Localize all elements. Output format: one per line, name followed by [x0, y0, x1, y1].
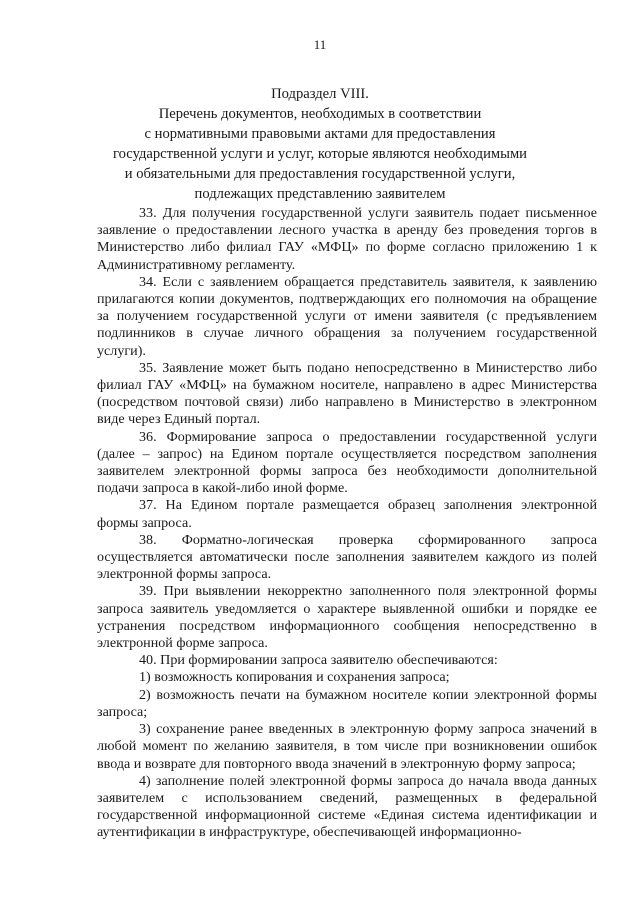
- list-item-2: 2) возможность печати на бумажном носителе копии электронной формы запроса;: [97, 686, 597, 720]
- heading-line: Подраздел VIII.: [271, 86, 369, 102]
- paragraph-33: 33. Для получения государственной услуги заявитель подает письменное заявление о предоставлении лесного участка в аренду без проведения торгов в Министерство либо филиал ГАУ «МФЦ» по форме согласно приложению 1 к Административному регламенту.: [97, 205, 597, 273]
- paragraph-40: 40. При формировании запроса заявителю обеспечиваются:: [139, 652, 498, 669]
- page-number: 11: [313, 37, 327, 52]
- heading-line: государственной услуги и услуг, которые являются необходимыми: [113, 146, 527, 162]
- paragraph-36: 36. Формирование запроса о предоставлении государственной услуги (далее – запрос) на Едином портале осуществляется посредством заполнения заявителем электронной формы запроса без необходимости дополнительной подачи запроса в какой-либо иной форме.: [97, 428, 597, 497]
- list-item-3: 3) сохранение ранее введенных в электронную форму запроса значений в любой момент по желанию заявителя, в том числе при возникновении ошибок ввода и возврате для повторного ввода значений в электронную форму запроса;: [97, 721, 597, 772]
- paragraph-39: 39. При выявлении некорректно заполненного поля электронной формы запроса заявитель уведомляется о характере выявленной ошибки и порядке ее устранения посредством информационного сообщения непосредственно в электронной форме запроса.: [97, 583, 597, 652]
- list-item-4: 4) заполнение полей электронной формы запроса до начала ввода данных заявителем с использованием сведений, размещенных в федеральной государственной информационной системе «Единая система идентификации и аутентификации в инфраструктуре, обеспечивающей информационно-: [97, 772, 597, 841]
- heading-line: и обязательными для предоставления государственной услуги,: [124, 166, 516, 182]
- paragraph-37: 37. На Едином портале размещается образец заполнения электронной формы запроса.: [97, 497, 597, 531]
- section-heading: [90, 84, 550, 204]
- heading-line: подлежащих представлению заявителем: [194, 186, 446, 202]
- heading-line: Перечень документов, необходимых в соответствии: [158, 106, 482, 122]
- document-body: [97, 205, 597, 842]
- list-item-1: 1) возможность копирования и сохранения запроса;: [139, 669, 450, 686]
- paragraph-35: 35. Заявление может быть подано непосредственно в Министерство либо филиал ГАУ «МФЦ» на бумажном носителе, направлено в адрес Министерства (посредством почтовой связи) либо направлено в Министерство в электронном виде через Единый портал.: [97, 359, 597, 428]
- paragraph-34: 34. Если с заявлением обращается представитель заявителя, к заявлению прилагаются копии документов, подтверждающих его полномочия на обращение за получением государственной услуги от имени заявителя (с предъявлением подлинников в случае личного обращения за получением государственной услуги).: [97, 273, 597, 359]
- heading-line: с нормативными правовыми актами для предоставления: [144, 126, 496, 142]
- paragraph-38: 38. Форматно-логическая проверка сформированного запроса осуществляется автоматически после заполнения заявителем каждого из полей электронной формы запроса.: [97, 531, 597, 583]
